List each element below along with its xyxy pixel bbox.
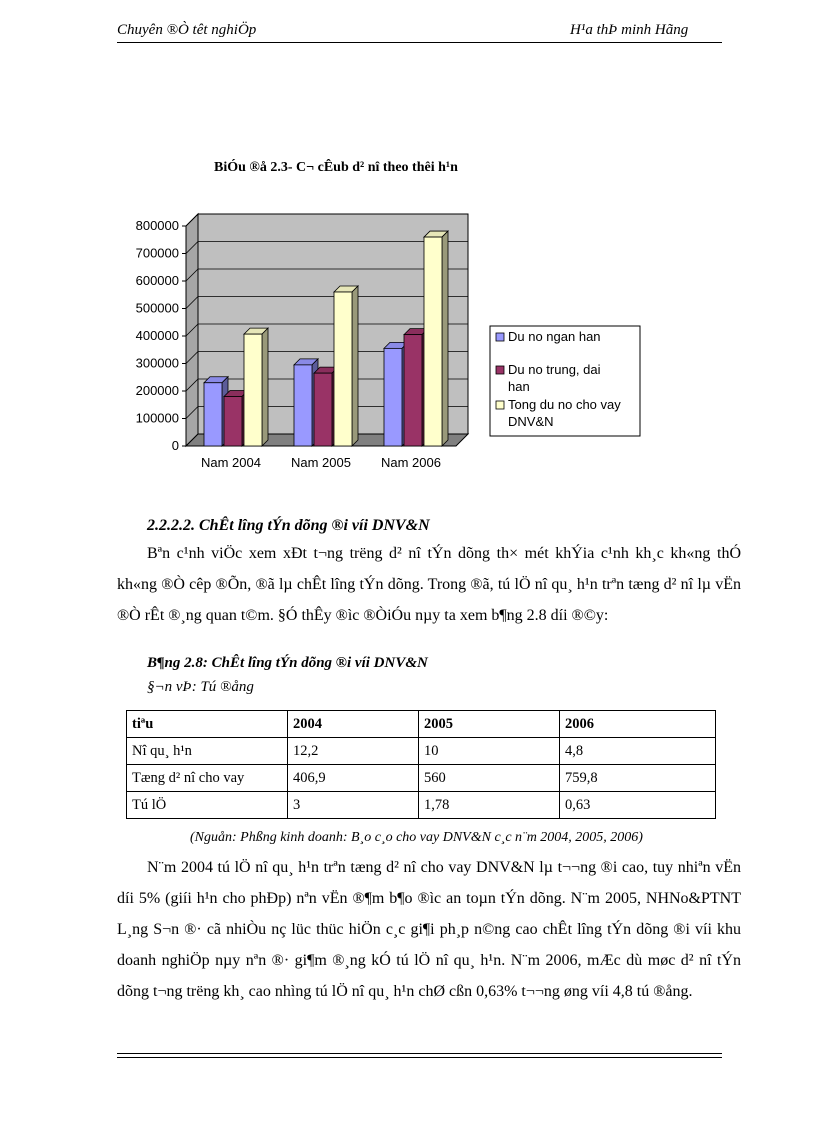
chart-legend-label: DNV&N [508,414,554,429]
chart-legend-label: Tong du no cho vay [508,397,621,412]
unit-caption: §¬n vÞ: Tú ®ång [147,679,254,695]
footer-rule-bottom [117,1057,722,1058]
chart-legend [490,326,640,436]
chart-y-tick-label: 600000 [135,273,179,288]
table-header-cell: 2005 [419,711,560,738]
source-note: (Nguån: Phßng kinh doanh: B¸o c¸o cho vay DNV&N c¸c n¨m 2004, 2005, 2006) [190,830,643,845]
chart-legend-swatch [496,366,504,374]
footer-rule-top [117,1053,722,1054]
chart-y-tick-label: 800000 [135,218,179,233]
table-cell: 10 [419,738,560,765]
chart-bar [244,328,268,446]
table-cell: 12,2 [288,738,419,765]
chart-x-tick-label: Nam 2004 [201,455,261,470]
chart-y-tick-label: 400000 [135,328,179,343]
paragraph-1 [117,538,741,631]
table-cell: Nî qu¸ h¹n [127,738,288,765]
chart-legend-swatch [496,333,504,341]
chart-y-tick-label: 100000 [135,410,179,426]
chart-legend-swatch [496,401,504,409]
header-left-title: Chuyên ®Ò têt nghiÖp [117,22,257,38]
table-header-cell: 2006 [560,711,716,738]
section-heading: 2.2.2.2. ChÊt lîng tÝn dõng ®i víi DNV&N [147,517,430,534]
table-caption: B¶ng 2.8: ChÊt lîng tÝn dõng ®i víi DNV&N [147,655,428,671]
chart-x-tick-label: Nam 2006 [381,455,441,470]
chart-y-tick-label: 300000 [135,355,179,371]
table-row [127,738,716,765]
chart-title: BiÓu ®å 2.3- C¬ cÊub d² nî theo thêi h¹n [214,160,458,175]
chart-x-tick-labels [201,455,441,470]
bar-chart [118,198,658,483]
table-row [127,792,716,819]
header-rule [117,42,722,43]
table-cell: 1,78 [419,792,560,819]
paragraph-2 [117,852,741,1007]
paragraph-1-text: Bªn c¹nh viÖc xem xÐt t¬ng trëng d² nî tÝn dõng th× mét khÝia c¹nh kh¸c kh«ng thÓ kh«ng ®Ò cêp ®Õn, ®ã lµ chÊt lîng tÝn dõng. Trong ®ã, tú lÖ nî qu¸ h¹n trªn tæng d² nî lµ vËn ®Ò rÊt ®¸ng quan t©m. §Ó thÊy ®ìc ®ÒiÓu nµy ta xem b¶ng 2.8 díi ®©y: [117,545,741,624]
table-cell: 4,8 [560,738,716,765]
chart-x-tick-label: Nam 2005 [291,455,351,470]
chart-legend-label: Du no trung, dai [508,362,601,377]
chart-y-tick-label: 0 [171,438,179,453]
chart-legend-label: Du no ngan han [508,329,601,344]
chart-bar [424,231,448,446]
chart-y-tick-labels [136,218,179,453]
table-header-row [127,711,716,738]
table-row [127,765,716,792]
header-author: H¹a thÞ minh Hãng [570,22,689,38]
table-header-cell: tiªu [127,711,288,738]
paragraph-2-text: N¨m 2004 tú lÖ nî qu¸ h¹n trªn tæng d² nî cho vay DNV&N lµ t¬¬ng ®i cao, tuy nhiªn vËn díi 5% (giíi h¹n cho phÐp) nªn vËn ®¶m b¶o ®ìc an toµn tÝn dõng. N¨m 2005, NHNo&PTNT L¸ng S¬n ®· cã nhiÒu nç lüc thüc hiÖn c¸c gi¶i ph¸p n©ng cao chÊt lîng tÝn dõng ®i víi khu doanh nghiÖp nµy nªn ®· gi¶m ®¸ng kÓ tú lÖ nî qu¸ h¹n. N¨m 2006, mÆc dù møc d² nî tÝn dõng t¬ng trëng kh¸ cao nhìng tú lÖ nî qu¸ h¹n chØ cßn 0,63% t¬¬ng øng víi 4,8 tú ®ång. [117,859,741,1000]
table-cell: 406,9 [288,765,419,792]
table-cell: Tæng d² nî cho vay [127,765,288,792]
chart-y-tick-label: 500000 [135,300,179,316]
table-header-cell: 2004 [288,711,419,738]
table-cell: Tú lÖ [127,792,288,819]
table-cell: 560 [419,765,560,792]
chart-legend-label: han [508,379,530,394]
chart-bar [334,286,358,446]
chart-y-tick-label: 200000 [135,383,179,398]
table-cell: 0,63 [560,792,716,819]
chart-y-tick-label: 700000 [135,245,179,261]
quality-table [126,710,716,819]
table-cell: 759,8 [560,765,716,792]
table-cell: 3 [288,792,419,819]
